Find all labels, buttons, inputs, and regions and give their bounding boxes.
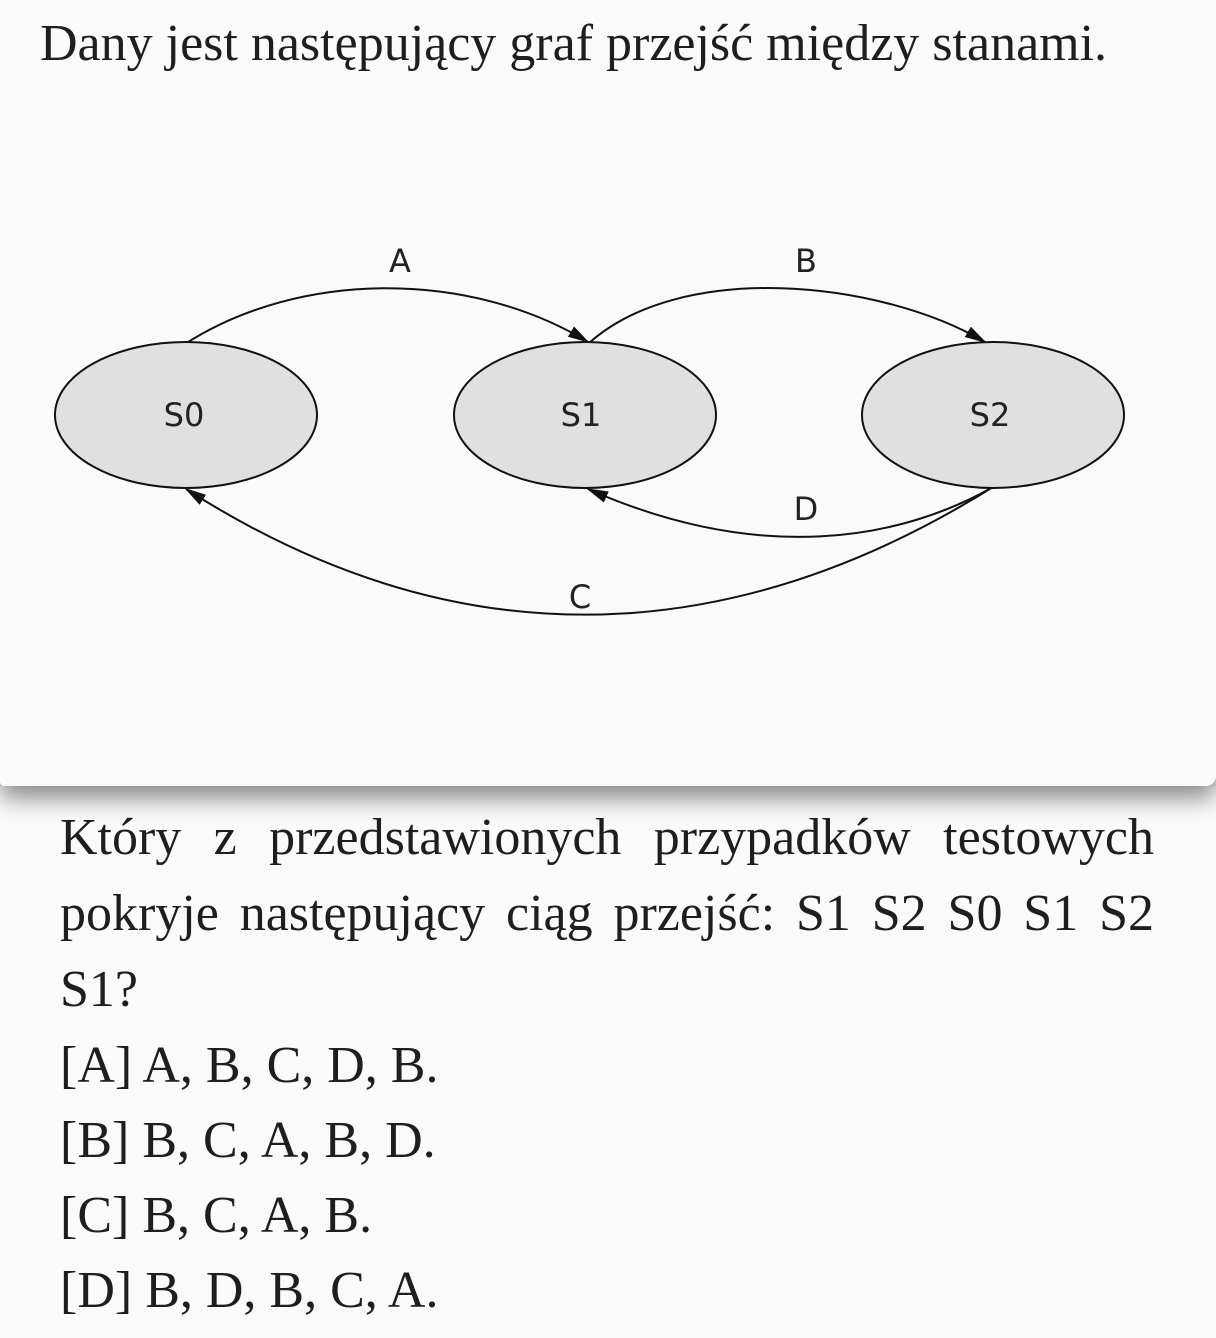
option-text: B, C, A, B. — [142, 1187, 373, 1244]
option-key: [A] — [60, 1037, 133, 1094]
state-s2 — [862, 342, 1124, 488]
edge-d — [588, 487, 993, 537]
answer-option-b[interactable] — [60, 1103, 438, 1178]
answer-option-d[interactable] — [60, 1253, 438, 1328]
option-text: B, D, B, C, A. — [145, 1262, 439, 1319]
intro-text: Dany jest następujący graf przejść między stanami. — [40, 15, 1108, 72]
edge-label-a: A — [389, 242, 411, 280]
state-label-s0: S0 — [163, 396, 205, 434]
state-label-s1: S1 — [560, 396, 602, 434]
answer-option-a[interactable] — [60, 1028, 438, 1103]
option-text: A, B, C, D, B. — [142, 1037, 439, 1094]
state-label-s2: S2 — [969, 396, 1011, 434]
edge-label-c: C — [568, 578, 592, 616]
option-text: B, C, A, B, D. — [142, 1112, 436, 1169]
answer-option-c[interactable] — [60, 1178, 438, 1253]
edge-label-b: B — [795, 242, 817, 280]
edge-label-d: D — [793, 490, 819, 528]
question-text: Który z przedstawionych przypadków testowych pokryje następujący ciąg przejść: S1 S2 S0 S1 S2 S1? — [60, 809, 1154, 1018]
option-key: [C] — [60, 1187, 130, 1244]
edge-b — [588, 288, 985, 344]
state-s0 — [55, 342, 317, 488]
state-s1 — [454, 342, 716, 488]
answer-options — [60, 1028, 438, 1328]
option-key: [D] — [60, 1262, 133, 1319]
edge-a — [185, 288, 588, 344]
option-key: [B] — [60, 1112, 130, 1169]
